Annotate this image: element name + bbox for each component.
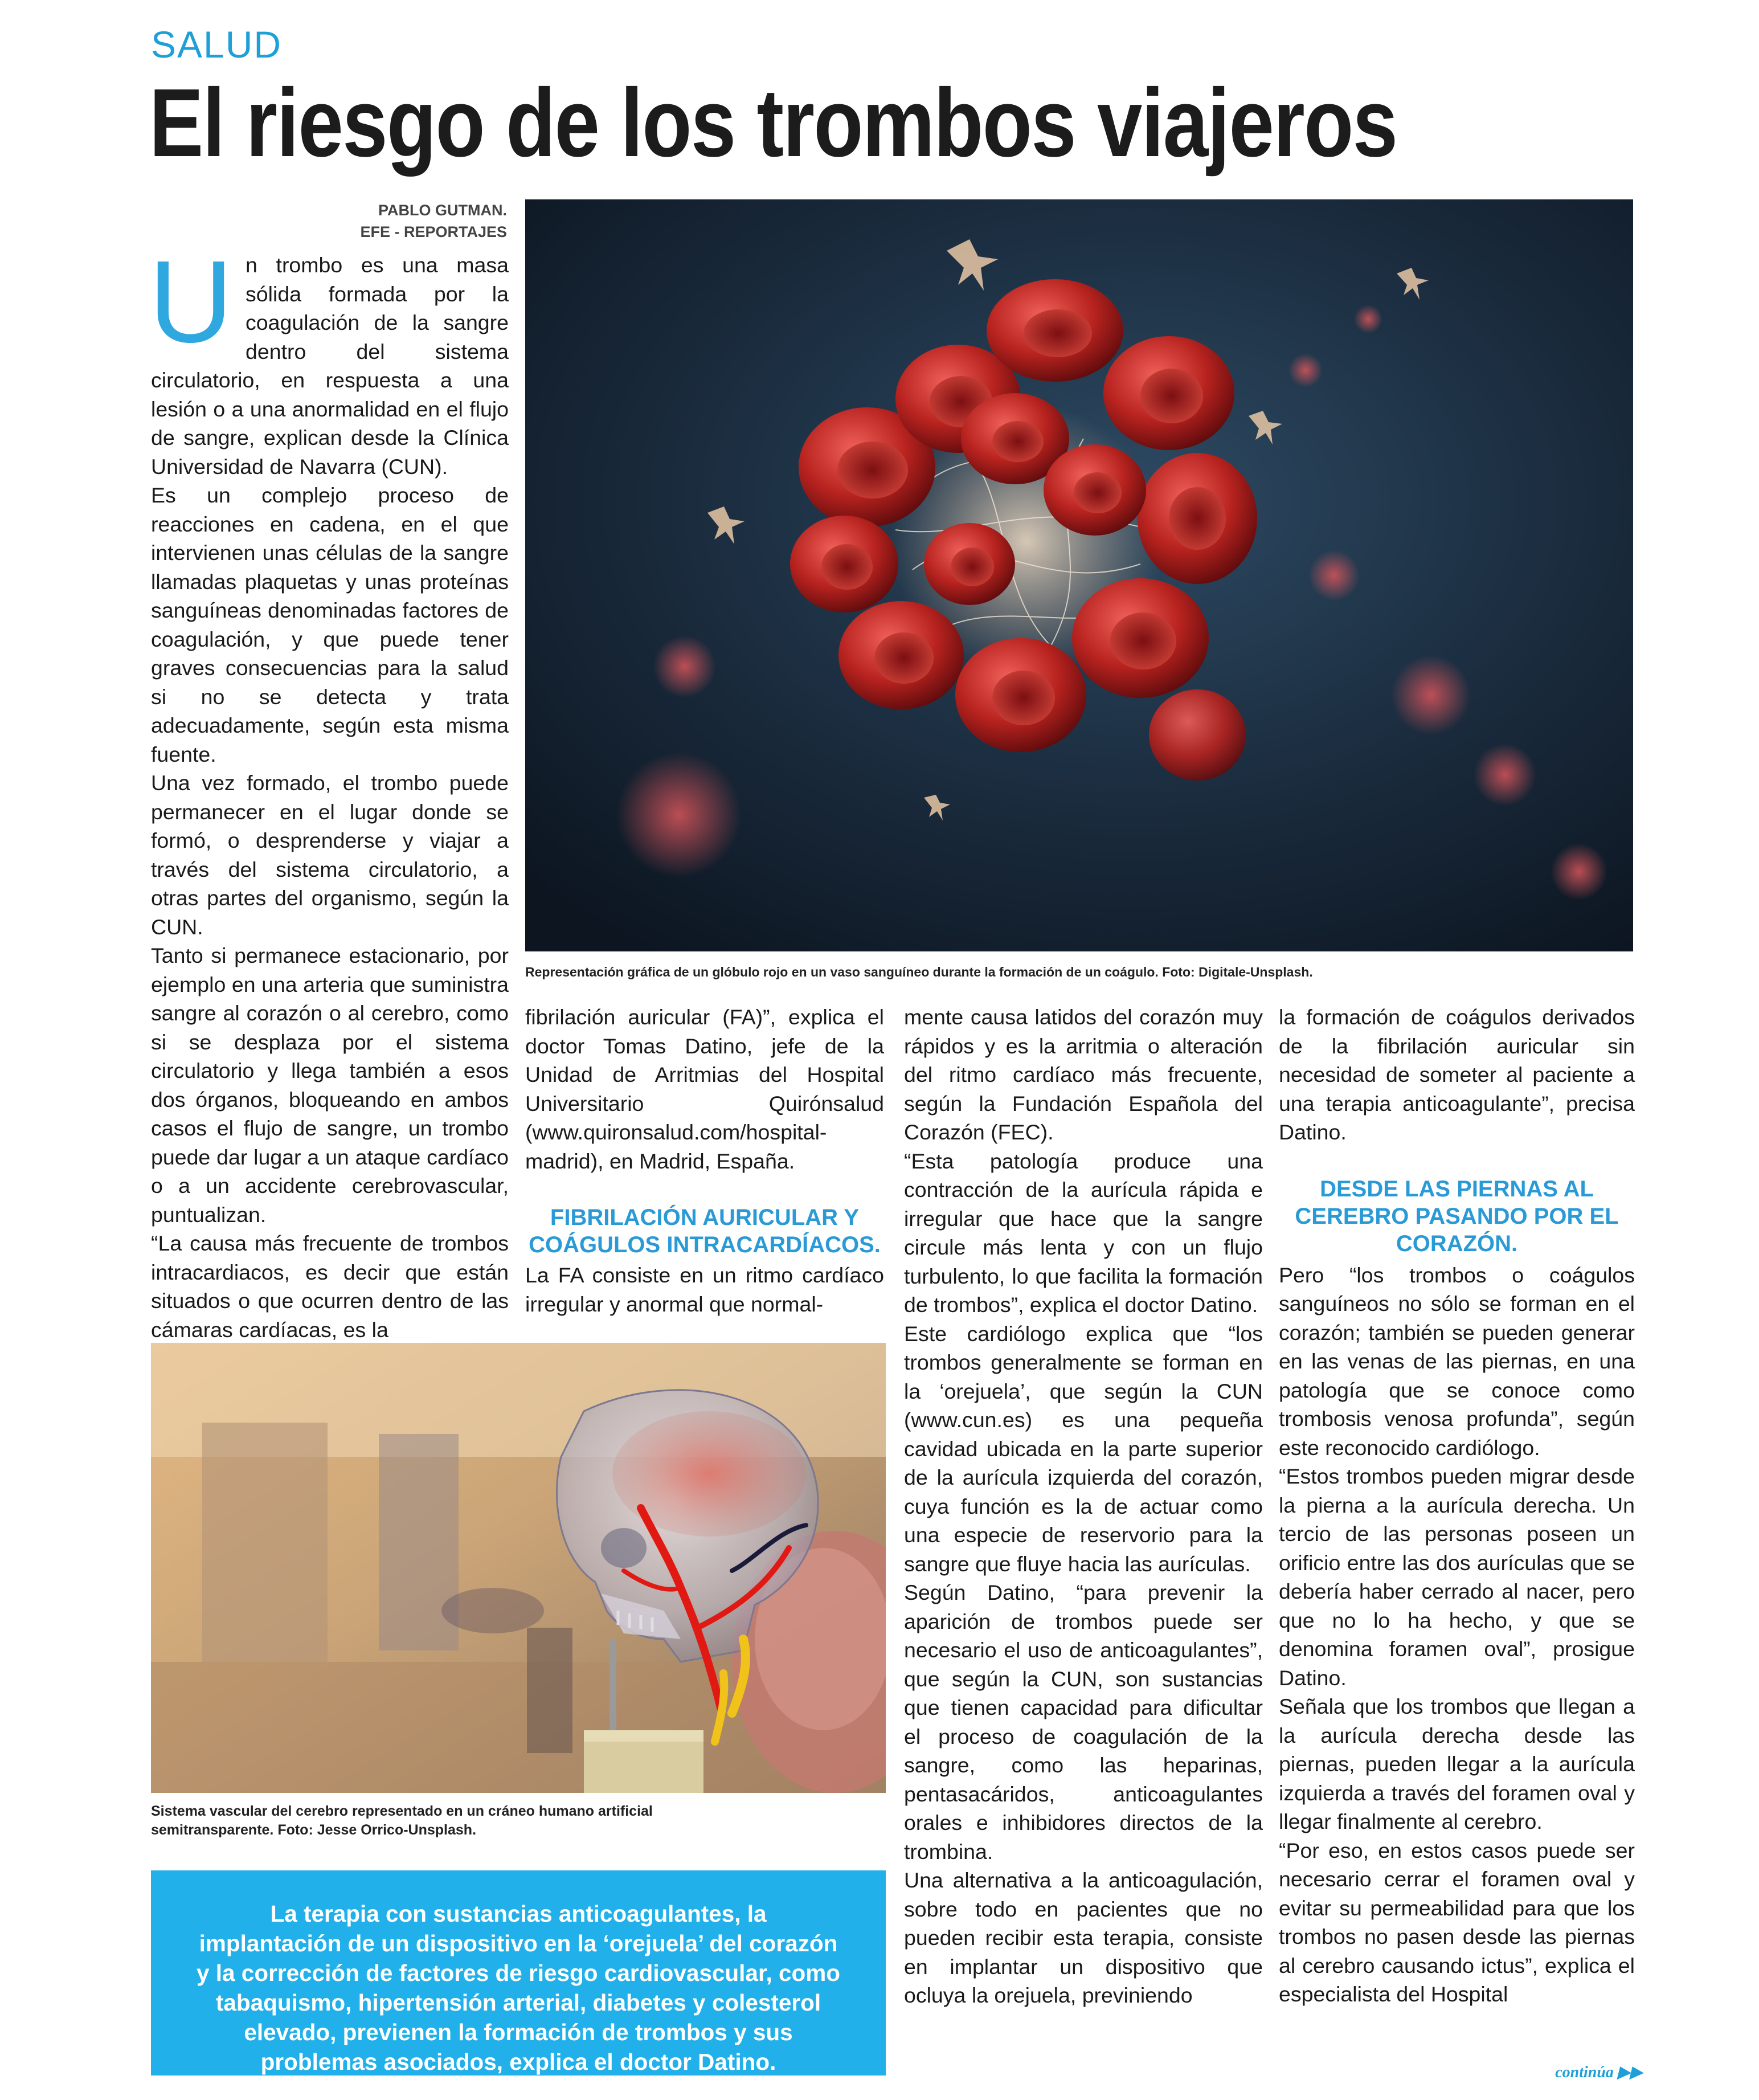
col4-paragraph-2: Pero “los trombos o coágulos sanguíneos no sólo se forman en el corazón; también se pueden generar en las venas de las piernas, en una patología que se conoce como trombosis venosa profunda”, según este reconocido cardiólogo. (1279, 1263, 1635, 1460)
blood-clot-photo (525, 199, 1633, 951)
section-label: SALUD (151, 23, 283, 66)
highlight-box (151, 1870, 886, 2076)
col4-paragraph-1: la formación de coágulos derivados de la fibrilación auricular sin necesidad de someter al paciente a una terapia anticoagulante”, precisa Datino. (1279, 1005, 1635, 1144)
col3-paragraph-2: “Esta patología produce una contracción de la aurícula rápida e irregular que hace que la sangre circule más lenta y con un flujo turbulento, lo que facilita la formación de trombos”, explica el doctor Datino. (904, 1149, 1263, 1317)
col3-paragraph-1: mente causa latidos del corazón muy rápidos y es la arritmia o alteración del ritmo cardíaco más frecuente, según la Fundación Española del Corazón (FEC). (904, 1005, 1263, 1144)
col2-paragraph-1: fibrilación auricular (FA)”, explica el doctor Tomas Datino, jefe de la Unidad de Arritmias del Hospital Universitario Quirónsalud (www.quironsalud.com/hospital-madrid), en Madrid, España. (525, 1005, 884, 1173)
headline: El riesgo de los trombos viajeros (149, 69, 1397, 177)
col1-paragraph-1: n trombo es una masa sólida formada por la coagulación de la sangre dentro del sistema circulatorio, en respuesta a una lesión o a una anormalidad en el flujo de sangre, explican desde la Clínica Universidad de Navarra (CUN). (151, 253, 509, 479)
article-column-3 (904, 1003, 1263, 2010)
skull-model-photo (151, 1343, 886, 1793)
subhead-piernas: DESDE LAS PIERNAS AL CEREBRO PASANDO POR EL CORAZÓN. (1295, 1176, 1619, 1256)
col1-paragraph-5: “La causa más frecuente de trombos intracardiacos, es decir que están situados o que ocurren dentro de las cámaras cardíacas, es la (151, 1231, 509, 1342)
col4-paragraph-4: Señala que los trombos que llegan a la aurícula derecha desde las piernas, pueden llegar a la aurícula izquierda a través del foramen oval y llegar finalmente al cerebro. (1279, 1694, 1635, 1833)
highlight-text: La terapia con sustancias anticoagulantes, la implantación de un dispositivo en la ‘orejuela’ del corazón y la corrección de factores de riesgo cardiovascular, como tabaquismo, hipertensión arterial, diabetes y colesterol elevado, previenen la formación de trombos y sus problemas asociados, explica el doctor Datino. (197, 1901, 840, 2075)
col4-paragraph-3: “Estos trombos pueden migrar desde la pierna a la aurícula derecha. Un tercio de las personas poseen un orificio entre las dos aurículas que se debería haber cerrado al nacer, pero que no lo ha hecho, y que se denomina foramen oval”, prosigue Datino. (1279, 1464, 1635, 1690)
article-column-2 (525, 1003, 884, 1318)
byline-agency: EFE - REPORTAJES (360, 223, 507, 240)
byline-author: PABLO GUTMAN. (378, 202, 507, 219)
drop-cap: U (149, 236, 234, 367)
col3-paragraph-4: Según Datino, “para prevenir la aparición de trombos puede ser necesario el uso de anticoagulantes”, que según la CUN, son sustancias que tienen capacidad para dificultar el proceso de coagulación de la sangre, como las heparinas, pentasacáridos, anticoagulantes orales e inhibidores directos de la trombina. (904, 1580, 1263, 1864)
article-column-4 (1279, 1003, 1635, 2009)
continua-link[interactable]: continúa ▶▶ (1555, 2064, 1642, 2081)
photo2-caption: Sistema vascular del cerebro representado en un cráneo humano artificial semitransparente. Foto: Jesse Orrico-Unsplash. (151, 1803, 653, 1838)
col1-paragraph-3: Una vez formado, el trombo puede permanecer en el lugar donde se formó, o desprenderse y viajar a través del sistema circulatorio, a otras partes del organismo, según la CUN. (151, 771, 509, 939)
col1-paragraph-2: Es un complejo proceso de reacciones en cadena, en el que intervienen unas células de la sangre llamadas plaquetas y unas proteínas sanguíneas denominadas factores de coagulación, y que puede tener graves consecuencias para la salud si no se detecta y trata adecuadamente, según esta misma fuente. (151, 483, 509, 766)
col4-paragraph-5: “Por eso, en estos casos puede ser necesario cerrar el foramen oval y evitar su permeabilidad para que los trombos no pasen desde las piernas al cerebro causando ictus”, explica el especialista del Hospital (1279, 1838, 1635, 2006)
photo1-caption: Representación gráfica de un glóbulo rojo en un vaso sanguíneo durante la formación de un coágulo. Foto: Digitale-Unsplash. (525, 965, 1313, 979)
col2-paragraph-2: La FA consiste en un ritmo cardíaco irregular y anormal que normal- (525, 1263, 884, 1316)
article-column-1 (149, 236, 509, 1344)
col3-paragraph-5: Una alternativa a la anticoagulación, sobre todo en pacientes que no pueden recibir esta terapia, consiste en implantar un dispositivo que ocluya la orejuela, previniendo (904, 1868, 1263, 2007)
col3-paragraph-3: Este cardiólogo explica que “los trombos generalmente se forman en la ‘orejuela’, que según la CUN (www.cun.es) es una pequeña cavidad ubicada en la parte superior de la aurícula izquierda del corazón, cuya función es la de actuar como una especie de reservorio para la sangre que fluye hacia las aurículas. (904, 1321, 1263, 1576)
subhead-fibrilacion: FIBRILACIÓN AURICULAR Y COÁGULOS INTRACARDÍACOS. (529, 1205, 881, 1257)
col1-paragraph-4: Tanto si permanece estacionario, por ejemplo en una arteria que suministra sangre al corazón o al cerebro, como si se desplaza por el sistema circulatorio y llega también a esos dos órganos, bloqueando en ambos casos el flujo de sangre, un trombo puede dar lugar a un ataque cardíaco o a un accidente cerebrovascular, puntualizan. (151, 943, 509, 1227)
